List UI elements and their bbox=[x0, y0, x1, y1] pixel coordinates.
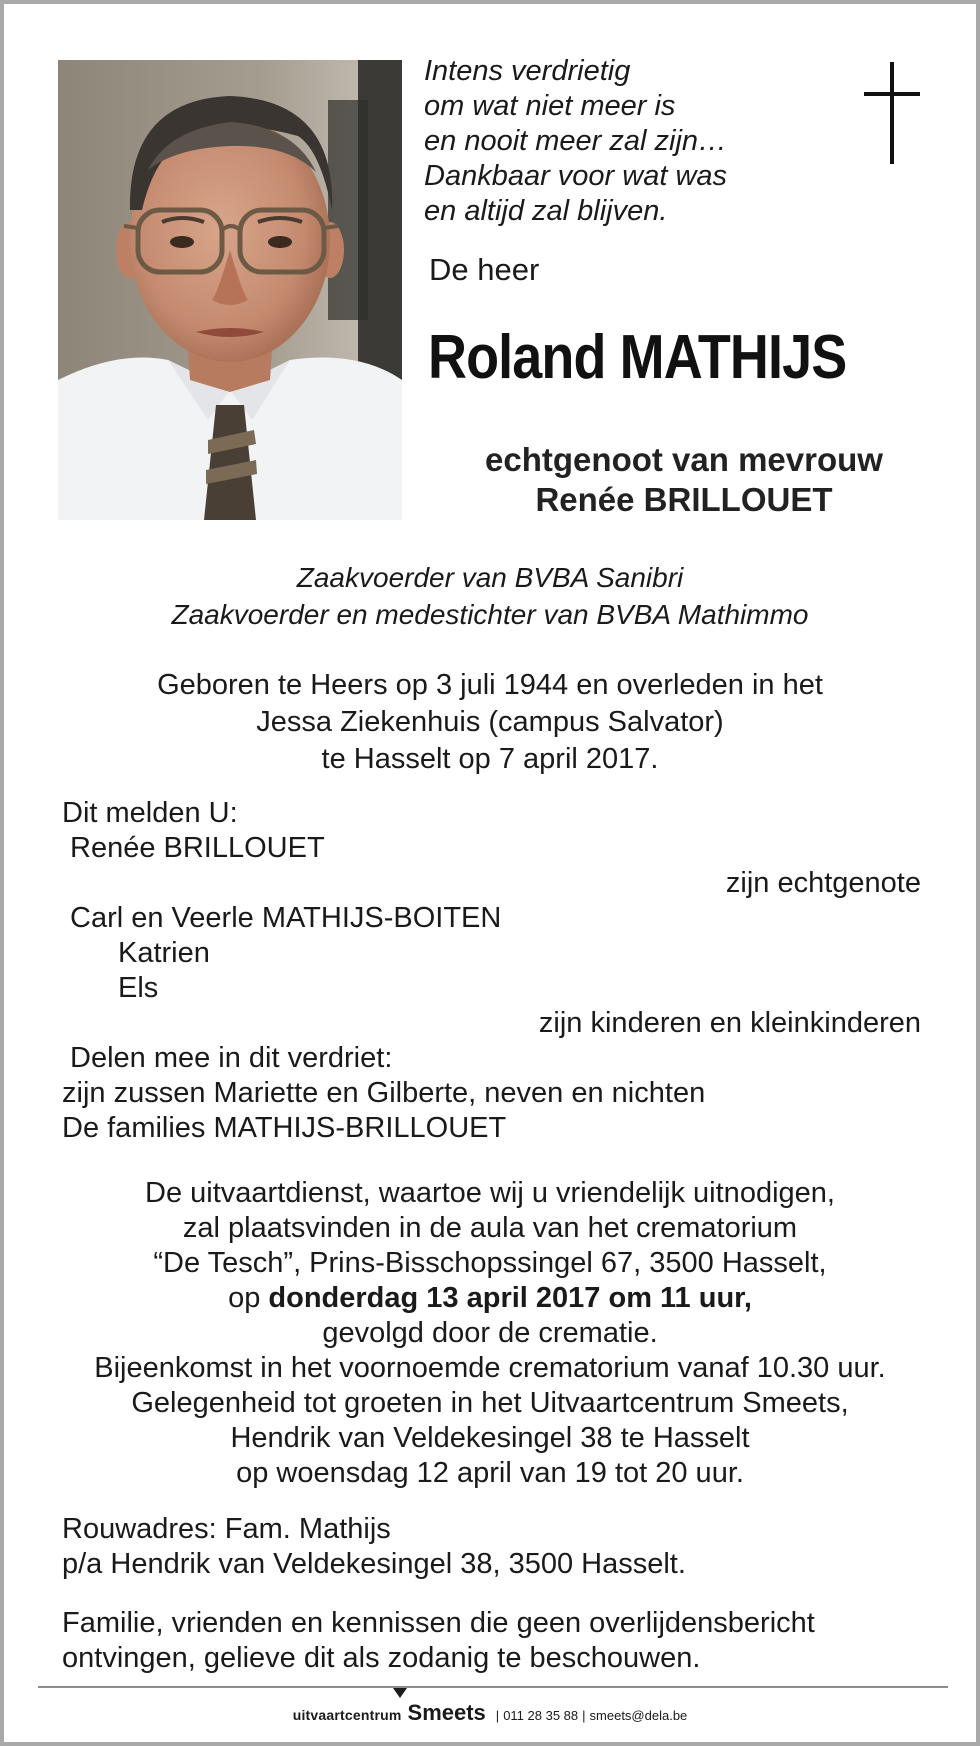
service-line: Hendrik van Veldekesingel 38 te Hasselt bbox=[230, 1422, 750, 1454]
family-children: Carl en Veerle MATHIJS-BOITEN bbox=[70, 902, 502, 934]
birth-line: Geboren te Heers op 3 juli 1944 en overleden in het bbox=[157, 669, 823, 701]
deceased-name: Roland MATHIJS bbox=[428, 323, 847, 392]
spouse-block bbox=[424, 440, 944, 520]
footer-brand: Smeets bbox=[407, 1700, 486, 1725]
birth-death-text bbox=[4, 667, 976, 778]
service-line: Bijeenkomst in het voornoemde crematorium vanaf 10.30 uur. bbox=[94, 1352, 886, 1384]
family-grandchild: Els bbox=[118, 972, 159, 1004]
poem-line: en nooit meer zal zijn… bbox=[424, 125, 728, 157]
mourning-address bbox=[62, 1512, 686, 1582]
honorific: De heer bbox=[429, 252, 540, 287]
family-share-line: zijn zussen Mariette en Gilberte, neven en nichten bbox=[62, 1077, 706, 1109]
notice-text bbox=[62, 1606, 815, 1676]
poem-line: en altijd zal blijven. bbox=[424, 195, 668, 227]
family-intro: Dit melden U: bbox=[62, 797, 238, 829]
poem bbox=[424, 54, 784, 229]
poem-line: Dankbaar voor wat was bbox=[424, 160, 728, 192]
family-grandchild: Katrien bbox=[118, 937, 210, 969]
triangle-down-icon bbox=[393, 1688, 407, 1698]
roles bbox=[4, 559, 976, 633]
service-line: op woensdag 12 april van 19 tot 20 uur. bbox=[236, 1457, 744, 1489]
footer-separator: | bbox=[582, 1708, 586, 1723]
role-line: Zaakvoerder van BVBA Sanibri bbox=[296, 562, 684, 593]
service-date: donderdag 13 april 2017 om 11 uur, bbox=[268, 1282, 752, 1314]
spouse-name: Renée BRILLOUET bbox=[535, 481, 833, 518]
service-line: De uitvaartdienst, waartoe wij u vriendelijk uitnodigen, bbox=[145, 1177, 835, 1209]
service-line: zal plaatsvinden in de aula van het crematorium bbox=[182, 1212, 798, 1244]
cross-icon bbox=[864, 62, 920, 164]
birth-line: te Hasselt op 7 april 2017. bbox=[321, 743, 659, 775]
family-relation: zijn echtgenote bbox=[725, 867, 921, 899]
service-date-prefix: op bbox=[228, 1282, 261, 1314]
birth-line: Jessa Ziekenhuis (campus Salvator) bbox=[256, 706, 724, 738]
poem-line: om wat niet meer is bbox=[424, 90, 676, 122]
service-date-line bbox=[4, 1281, 976, 1316]
address-line: p/a Hendrik van Veldekesingel 38, 3500 Hasselt. bbox=[62, 1548, 686, 1580]
spouse-line: echtgenoot van mevrouw bbox=[485, 441, 883, 478]
portrait-photo bbox=[58, 60, 402, 520]
footer-phone: 011 28 35 88 bbox=[503, 1708, 579, 1723]
notice-line: ontvingen, gelieve dit als zodanig te beschouwen. bbox=[62, 1642, 701, 1674]
footer-divider bbox=[38, 1686, 948, 1688]
family-share-line: De families MATHIJS-BRILLOUET bbox=[62, 1112, 507, 1144]
footer-email[interactable]: smeets@dela.be bbox=[589, 1708, 688, 1723]
address-line: Rouwadres: Fam. Mathijs bbox=[62, 1513, 391, 1545]
service-line: “De Tesch”, Prins-Bisschopssingel 67, 3500 Hasselt, bbox=[153, 1247, 827, 1279]
footer bbox=[4, 1700, 976, 1726]
footer-prefix: uitvaartcentrum bbox=[292, 1707, 402, 1723]
service-line: Gelegenheid tot groeten in het Uitvaartcentrum Smeets, bbox=[131, 1387, 849, 1419]
family-relation: zijn kinderen en kleinkinderen bbox=[538, 1007, 921, 1039]
funeral-service-info bbox=[4, 1176, 976, 1491]
family-spouse: Renée BRILLOUET bbox=[70, 832, 325, 864]
service-line: gevolgd door de crematie. bbox=[322, 1317, 658, 1349]
poem-line: Intens verdrietig bbox=[424, 55, 631, 87]
notice-line: Familie, vrienden en kennissen die geen overlijdensbericht bbox=[62, 1607, 815, 1639]
role-line: Zaakvoerder en medestichter van BVBA Mathimmo bbox=[171, 599, 809, 630]
family-list bbox=[4, 796, 976, 1146]
family-share-intro: Delen mee in dit verdriet: bbox=[70, 1042, 393, 1074]
footer-separator: | bbox=[495, 1708, 500, 1723]
